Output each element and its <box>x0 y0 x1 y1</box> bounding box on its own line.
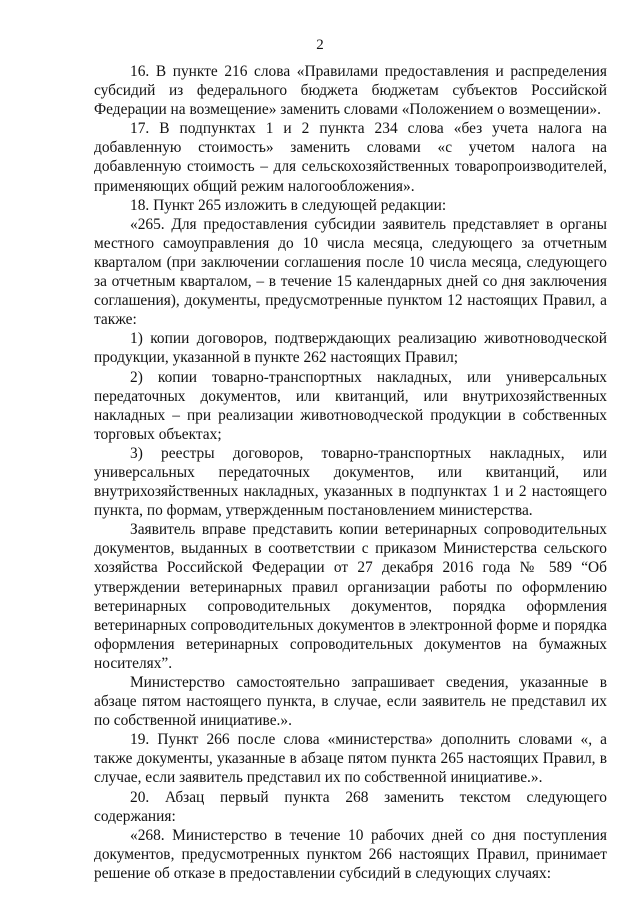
page-number: 2 <box>316 37 324 53</box>
document-body <box>94 62 607 883</box>
paragraph-265-intro: «265. Для предоставления субсидии заявитель представляет в органы местного самоуправления до 10 числа месяца, следующего за отчетным кварталом (при заключении соглашения после 10 числа месяца, следующего за отчетным кварталом, – в течение 15 календарных дней со дня заключения соглашения), документы, предусмотренные пунктом 12 настоящих Правил, а также: <box>94 215 607 329</box>
paragraph-265-subitem-2: 2) копии товарно-транспортных накладных, или универсальных передаточных документов, или квитанций, или внутрихозяйственных накладных – при реализации животноводческой продукции в собственных торговых объектах; <box>94 368 607 443</box>
paragraph-268-intro: «268. Министерство в течение 10 рабочих дней со дня поступления документов, предусмотренных пунктом 266 настоящих Правил, принимает решение об отказе в предоставлении субсидий в следующих случаях: <box>94 826 607 882</box>
paragraph-item-17: 17. В подпунктах 1 и 2 пункта 234 слова «без учета налога на добавленную стоимость» заменить словами «с учетом налога на добавленную стоимость – для сельскохозяйственных товаропроизводителей, применяющих общий режим налогообложения». <box>94 120 607 195</box>
paragraph-item-18: 18. Пункт 265 изложить в следующей редакции: <box>130 196 447 214</box>
paragraph-265-subitem-3: 3) реестры договоров, товарно-транспортных накладных, или универсальных передаточных документов, или квитанций, или внутрихозяйственных накладных, указанных в подпунктах 1 и 2 настоящего пункта, по формам, утвержденным постановлением министерства. <box>94 444 607 520</box>
paragraph-265-subitem-1: 1) копии договоров, подтверждающих реализацию животноводческой продукции, указанной в пункте 262 настоящих Правил; <box>94 330 607 367</box>
paragraph-item-19: 19. Пункт 266 после слова «министерства» дополнить словами «, а также документы, указанные в абзаце пятом пункта 265 настоящих Правил, в случае, если заявитель представил их по собственной инициативе.». <box>94 731 607 787</box>
paragraph-ministry-request: Министерство самостоятельно запрашивает сведения, указанные в абзаце пятом настоящего пункта, в случае, если заявитель не представил их по собственной инициативе.». <box>94 674 607 730</box>
paragraph-veterinary-documents: Заявитель вправе представить копии ветеринарных сопроводительных документов, выданных в соответствии с приказом Министерства сельского хозяйства Российской Федерации от 27 декабря 2016 года № 589 “Об утверждении ветеринарных правил организации работы по оформлению ветеринарных сопроводительных документов, порядка оформления ветеринарных сопроводительных документов в электронной форме и порядка оформления ветеринарных сопроводительных документов на бумажных носителях”. <box>94 521 607 672</box>
paragraph-item-16: 16. В пункте 216 слова «Правилами предоставления и распределения субсидий из федерального бюджета бюджетам субъектов Российской Федерации на возмещение» заменить словами «Положением о возмещении». <box>94 63 607 119</box>
paragraph-item-20: 20. Абзац первый пункта 268 заменить текстом следующего содержания: <box>94 788 607 825</box>
